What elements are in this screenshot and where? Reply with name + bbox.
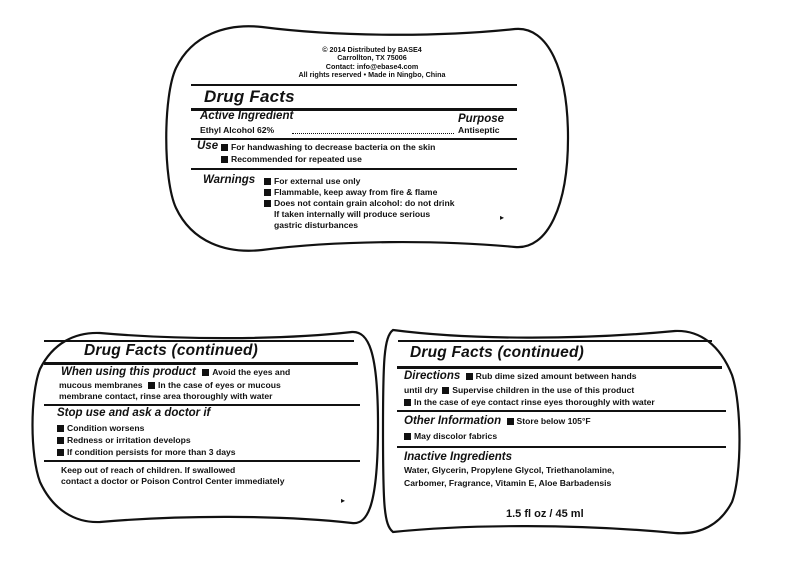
bullet-icon (264, 178, 271, 185)
other-info-line1: Other Information Store below 105°F (404, 415, 591, 427)
bullet-icon (264, 200, 271, 207)
bullet-icon (404, 399, 411, 406)
divider (191, 168, 517, 170)
use-heading: Use (197, 140, 219, 152)
divider-thick (397, 366, 722, 369)
drug-facts-continued-title: Drug Facts (continued) (84, 342, 259, 359)
inactive-line: Carbomer, Fragrance, Vitamin E, Aloe Barbadensis (404, 478, 612, 488)
active-ingredient-heading: Active Ingredient (200, 110, 294, 122)
divider (44, 460, 360, 462)
continue-arrow-icon: ▸ (341, 496, 346, 505)
bullet-icon (57, 449, 64, 456)
when-using-line3: membrane contact, rinse area thoroughly with water (59, 391, 273, 401)
bullet-icon (221, 144, 228, 151)
other-info-heading: Other Information (404, 415, 502, 427)
drug-facts-title: Drug Facts (204, 87, 295, 106)
stop-item: Condition worsens (57, 423, 144, 434)
distributor-line: © 2014 Distributed by BASE4 (322, 45, 422, 54)
bullet-icon (57, 437, 64, 444)
distributor-line: All rights reserved • Made in Ningbo, China (298, 70, 446, 80)
use-item: For handwashing to decrease bacteria on the skin (221, 142, 435, 153)
continue-arrow-icon: ▸ (500, 213, 505, 222)
distributor-line: Carrollton, TX 75006 (337, 53, 407, 63)
stop-item: If condition persists for more than 3 days (57, 447, 236, 458)
when-using-line2: mucous membranes In the case of eyes or mucous (59, 380, 281, 390)
keep-out-line: Keep out of reach of children. If swallowed (61, 465, 236, 475)
bullet-icon (264, 189, 271, 196)
divider (191, 138, 517, 140)
divider-thick (44, 362, 358, 365)
directions-line2: until dry Supervise children in the use of this product (404, 385, 635, 395)
bullet-icon (202, 369, 209, 376)
bullet-icon (148, 382, 155, 389)
purpose: Antiseptic (458, 125, 500, 135)
directions-heading: Directions (404, 370, 461, 382)
net-contents: 1.5 fl oz / 45 ml (506, 508, 584, 520)
divider (44, 404, 360, 406)
dot-leader (292, 126, 454, 134)
directions-line1: Directions Rub dime sized amount between hands (404, 370, 637, 382)
warnings-heading: Warnings (203, 174, 256, 186)
warning-cont: If taken internally will produce serious (274, 209, 431, 219)
bullet-icon (442, 387, 449, 394)
stop-use-heading: Stop use and ask a doctor if (57, 407, 211, 419)
divider (398, 340, 712, 342)
warning-item: For external use only (264, 176, 360, 187)
when-using-heading: When using this product (61, 366, 196, 378)
drug-facts-continued-title: Drug Facts (continued) (410, 344, 585, 361)
active-ingredient: Ethyl Alcohol 62% (200, 125, 275, 135)
directions-line3: In the case of eye contact rinse eyes thoroughly with water (404, 397, 655, 408)
stop-item: Redness or irritation develops (57, 435, 191, 446)
keep-out-line: contact a doctor or Poison Control Center immediately (61, 476, 285, 486)
divider (397, 446, 726, 448)
warning-item: Flammable, keep away from fire & flame (264, 187, 437, 198)
bullet-icon (507, 418, 514, 425)
warning-cont: gastric disturbances (274, 220, 359, 230)
warning-item: Does not contain grain alcohol: do not drink (264, 198, 454, 209)
use-item: Recommended for repeated use (221, 154, 362, 165)
inactive-line: Water, Glycerin, Propylene Glycol, Triethanolamine, (404, 465, 615, 475)
bullet-icon (404, 433, 411, 440)
divider (397, 410, 726, 412)
bullet-icon (221, 156, 228, 163)
inactive-heading: Inactive Ingredients (404, 451, 513, 463)
divider (191, 84, 517, 86)
purpose-heading: Purpose (458, 113, 505, 125)
bullet-icon (466, 373, 473, 380)
bullet-icon (57, 425, 64, 432)
distributor-block (272, 46, 472, 80)
when-using-line1: When using this product Avoid the eyes and (61, 366, 291, 378)
distributor-line: Contact: info@ebase4.com (325, 61, 419, 71)
other-info-line2: May discolor fabrics (404, 431, 497, 442)
